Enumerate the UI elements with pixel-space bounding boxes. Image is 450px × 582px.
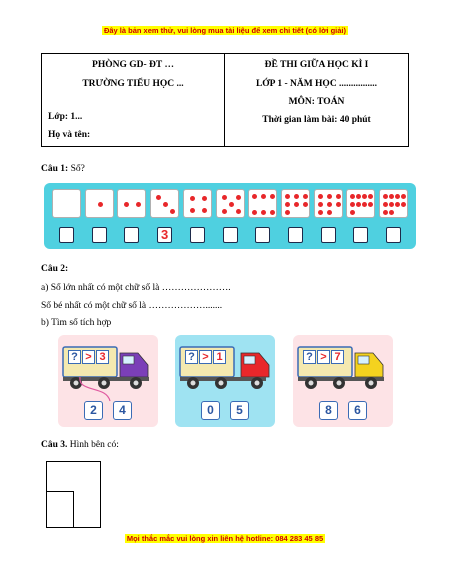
header-right: [225, 54, 408, 146]
dice-dot: [202, 196, 207, 201]
question-3: Câu 3. Hình bên có:: [41, 440, 119, 450]
answer-box[interactable]: [321, 227, 336, 243]
dice-dot: [336, 194, 341, 199]
compare-number: 7: [331, 350, 344, 364]
header-left: [42, 54, 225, 146]
unknown-box[interactable]: ?: [185, 350, 198, 364]
dice-3: [150, 189, 179, 218]
inner-rectangle: [47, 492, 74, 528]
dice-dot: [318, 194, 323, 199]
dice-dot: [356, 194, 361, 199]
answer-box[interactable]: [59, 227, 74, 243]
dice-dot: [229, 202, 234, 207]
dice-dot: [389, 194, 394, 199]
dice-dot: [368, 202, 373, 207]
exam-header: [41, 53, 409, 147]
dice-dot: [389, 210, 394, 215]
answer-box[interactable]: 3: [157, 227, 172, 243]
answer-box[interactable]: [288, 227, 303, 243]
dice-0: [52, 189, 81, 218]
choice-number[interactable]: 8: [319, 401, 338, 420]
hotline-banner: Mọi thắc mắc vui lòng xin liên hệ hotline: 084 283 45 85: [126, 534, 324, 543]
dice-dot: [170, 209, 175, 214]
dice-5: [216, 189, 245, 218]
dice-dot: [383, 194, 388, 199]
subject: MÔN: TOÁN: [288, 97, 345, 107]
dice-dot: [294, 202, 299, 207]
truck-panel: [293, 335, 393, 427]
exam-title: ĐỀ THI GIỮA HỌC KÌ I: [264, 60, 369, 70]
dice-8: [314, 189, 343, 218]
dice-6: [248, 189, 277, 218]
dice-dot: [270, 194, 275, 199]
grade-year: LỚP 1 - NĂM HỌC ................: [255, 79, 378, 89]
answer-box[interactable]: [353, 227, 368, 243]
compare-number: 1: [213, 350, 226, 364]
class-label: Lớp: 1...: [48, 112, 83, 122]
dice-strip: [44, 183, 416, 249]
dice-dot: [261, 210, 266, 215]
dice-dot: [261, 194, 266, 199]
dice-dot: [336, 202, 341, 207]
question-2a: a) Số lớn nhất có một chữ số là ………………….: [41, 283, 231, 293]
dice-dot: [285, 202, 290, 207]
answer-box[interactable]: [255, 227, 270, 243]
nested-squares-figure: [46, 461, 102, 529]
connector-line: [76, 375, 116, 405]
comparison-sign: >: [317, 350, 330, 364]
dice-dot: [236, 209, 241, 214]
dice-dot: [285, 210, 290, 215]
question-1: Câu 1: Số?: [41, 164, 85, 174]
dice-10: [379, 189, 408, 218]
dice-dot: [222, 195, 227, 200]
truck-icon: [179, 341, 271, 391]
dice-dot: [356, 202, 361, 207]
dice-dot: [318, 210, 323, 215]
dice-dot: [327, 194, 332, 199]
answer-box[interactable]: [386, 227, 401, 243]
dice-dot: [303, 202, 308, 207]
dice-dot: [383, 210, 388, 215]
choice-number[interactable]: 4: [113, 401, 132, 420]
dice-dot: [98, 202, 103, 207]
dice-dot: [163, 202, 168, 207]
dice-dot: [350, 210, 355, 215]
truck-panel: [58, 335, 158, 427]
choice-number[interactable]: 5: [230, 401, 249, 420]
dice-dot: [294, 194, 299, 199]
dice-2: [117, 189, 146, 218]
dice-dot: [270, 210, 275, 215]
answer-box[interactable]: [190, 227, 205, 243]
unknown-box[interactable]: ?: [68, 350, 81, 364]
dice-dot: [236, 195, 241, 200]
dice-dot: [389, 202, 394, 207]
question-2: Câu 2:: [41, 264, 69, 274]
dice-dot: [190, 208, 195, 213]
time-limit: Thời gian làm bài: 40 phút: [262, 115, 371, 125]
dice-dot: [222, 209, 227, 214]
choice-number[interactable]: 0: [201, 401, 220, 420]
comparison-sign: >: [199, 350, 212, 364]
school-name: TRƯỜNG TIỂU HỌC ...: [82, 79, 184, 89]
dice-dot: [362, 202, 367, 207]
dice-dot: [401, 202, 406, 207]
preview-banner: Đây là bản xem thử, vui lòng mua tài liệu để xem chi tiết (có lời giải): [103, 26, 347, 35]
department-name: PHÒNG GD- ĐT …: [92, 60, 174, 70]
dice-dot: [327, 202, 332, 207]
truck-panel: [175, 335, 275, 427]
dice-7: [281, 189, 310, 218]
dice-dot: [395, 202, 400, 207]
dice-dot: [156, 195, 161, 200]
name-label: Họ và tên:: [48, 130, 91, 140]
dice-9: [346, 189, 375, 218]
dice-dot: [318, 202, 323, 207]
question-2a-second: Số bé nhất có một chữ số là ……………….......: [41, 301, 223, 311]
dice-dot: [327, 210, 332, 215]
dice-dot: [401, 194, 406, 199]
dice-dot: [252, 210, 257, 215]
comparison-sign: >: [82, 350, 95, 364]
truck-icon: [297, 341, 389, 391]
dice-dot: [368, 194, 373, 199]
answer-box[interactable]: [92, 227, 107, 243]
dice-dot: [395, 194, 400, 199]
answer-box[interactable]: [223, 227, 238, 243]
compare-number: 3: [96, 350, 109, 364]
dice-dot: [136, 202, 141, 207]
dice-dot: [303, 194, 308, 199]
dice-1: [85, 189, 114, 218]
unknown-box[interactable]: ?: [303, 350, 316, 364]
dice-dot: [202, 208, 207, 213]
dice-dot: [350, 194, 355, 199]
dice-dot: [124, 202, 129, 207]
dice-dot: [190, 196, 195, 201]
dice-4: [183, 189, 212, 218]
question-2b: b) Tìm số tích hợp: [41, 318, 112, 328]
dice-dot: [285, 194, 290, 199]
choice-number[interactable]: 6: [348, 401, 367, 420]
dice-dot: [252, 194, 257, 199]
dice-dot: [362, 194, 367, 199]
dice-dot: [350, 202, 355, 207]
dice-dot: [383, 202, 388, 207]
answer-box[interactable]: [124, 227, 139, 243]
choice-number[interactable]: 2: [84, 401, 103, 420]
